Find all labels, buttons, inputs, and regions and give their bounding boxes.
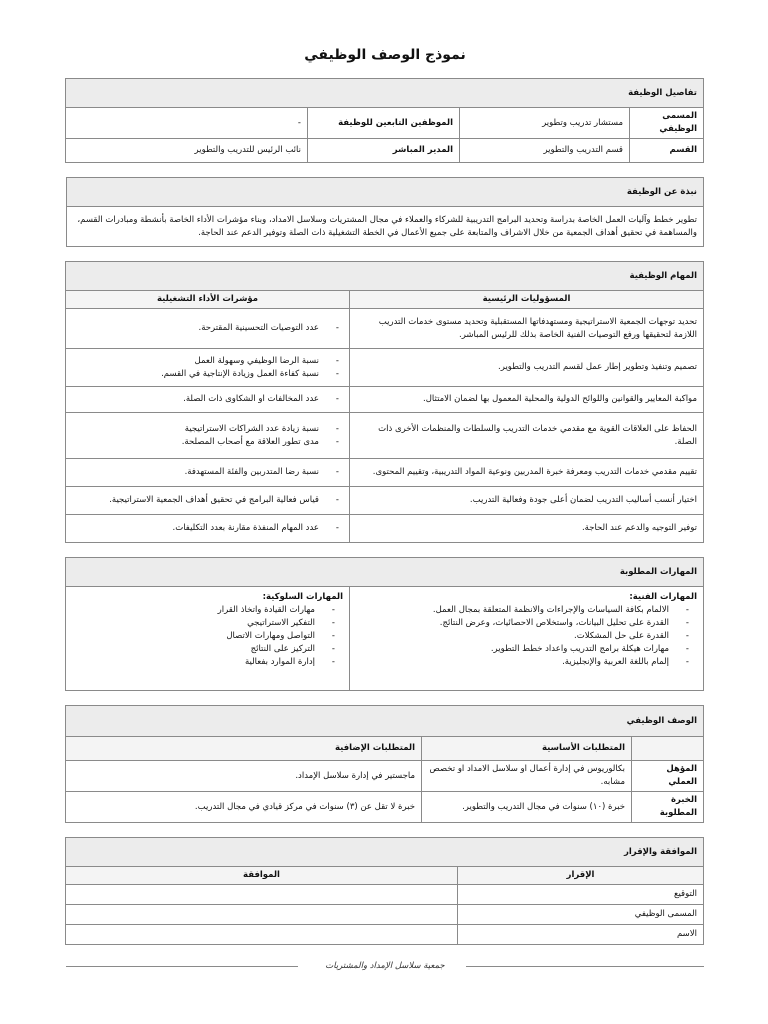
task-kpis [65,413,349,459]
page-title: نموذج الوصف الوظيفي [304,47,466,63]
behavioral-skill-item: - التفكير الاستراتيجي [72,617,339,630]
additional-requirements-header: المتطلبات الإضافية [65,737,421,761]
task-kpis [65,349,349,387]
name-field[interactable] [66,925,458,945]
technical-skill-item: - مهارات هيكلة برامج التدريب واعداد خطط التطوير. [356,643,693,656]
manager-label: المدير المباشر [308,139,460,163]
experience-basic: خبرة (١٠) سنوات في مجال التدريب والتطوير. [422,792,632,823]
requirements-table [65,705,704,823]
task-row [65,487,703,515]
experience-additional: خبرة لا تقل عن (٣) سنوات في مركز قيادي في مجال التدريب. [65,792,421,823]
skills-header: المهارات المطلوبة [66,558,704,587]
task-responsibility: تصميم وتنفيذ وتطوير إطار عمل لقسم التدريب والتطوير. [350,349,704,387]
task-row [65,459,703,487]
document-page [66,0,704,945]
task-kpis [65,487,349,515]
task-kpis [65,387,349,413]
basic-requirements-header: المتطلبات الأساسية [422,737,632,761]
job-summary-text: تطوير خطط وآليات العمل الخاصة بدراسة وتحديد البرامج التدريبية للشركاء والعملاء في مجال المشتريات وسلاسل الامداد، وبناء مؤشرات الأداء الخاصة بأنشطة ومبادرات القسم، والمساهمة في تحقيق أهداف الجمعية من خلال الاشراف والمتابعة على جميع الأعمال في الخطة التشغيلية ذات الصلة وتوفير الدعم عند الحاجة. [67,207,704,247]
job-tasks-table [65,261,704,543]
kpi-item: - عدد المهام المنفذة مقارنة بعدد التكليفات. [72,522,343,535]
task-responsibility: تحديد توجهات الجمعية الاستراتيجية ومستهدفاتها المستقبلية وتحديد مستوى خدمات التدريب اللازمة لتحقيقها ورفع التوصيات الفنية الخاصة بذلك للرئيس المباشر. [350,309,704,349]
kpis-column-header: مؤشرات الأداء التشغيلية [65,291,349,309]
department-value: قسم التدريب والتطوير [460,139,630,163]
responsibilities-column-header: المسؤوليات الرئيسية [350,291,704,309]
technical-skill-item: - إلمام باللغة العربية والإنجليزية. [356,656,693,669]
qualification-basic: بكالوريوس في إدارة أعمال او سلاسل الامداد او تخصص مشابه. [422,761,632,792]
behavioral-skill-item: - التواصل ومهارات الاتصال [72,630,339,643]
footer-text: جمعية سلاسل الإمداد والمشتريات [325,961,445,971]
task-row [65,349,703,387]
task-row [65,413,703,459]
technical-skills-cell [350,587,704,691]
technical-skill-item: - الالمام بكافة السياسات والإجراءات والانظمة المتعلقة بمجال العمل. [356,604,693,617]
task-responsibility: اختيار أنسب أساليب التدريب لضمان أعلى جودة وفعالية التدريب. [350,487,704,515]
task-kpis [65,515,349,543]
technical-skill-item: - القدرة على تحليل البيانات، واستخلاص الاحصائيات، وعرض النتائج. [356,617,693,630]
behavioral-skills-cell [66,587,350,691]
technical-skill-item: - القدرة على حل المشكلات. [356,630,693,643]
qualification-additional: ماجستير في إدارة سلاسل الإمداد. [65,761,421,792]
job-summary-table [66,177,704,247]
task-row [65,387,703,413]
technical-skills-label: المهارات الفنية: [629,592,697,602]
task-row [65,309,703,349]
acknowledgement-column-header: الإقرار [458,867,704,885]
requirements-header: الوصف الوظيفي [65,706,703,737]
manager-value: نائب الرئيس للتدريب والتطوير [65,139,307,163]
behavioral-skill-item: - إدارة الموارد بفعالية [72,656,339,669]
kpi-item: - عدد المخالفات او الشكاوى ذات الصلة. [72,393,343,406]
job-summary-header: نبذة عن الوظيفة [67,178,704,207]
kpi-item: - عدد التوصيات التحسينية المقترحة. [72,322,343,335]
job-details-header: تفاصيل الوظيفة [65,79,703,108]
job-details-table [65,78,704,163]
approval-header: الموافقة والإقرار [66,838,704,867]
behavioral-skills-label: المهارات السلوكية: [262,592,343,602]
subordinates-label: الموظفين التابعين للوظيفة [308,108,460,139]
department-label: القسم [630,139,704,163]
task-kpis [65,459,349,487]
task-responsibility: توفير التوجيه والدعم عند الحاجة. [350,515,704,543]
task-responsibility: تقييم مقدمي خدمات التدريب ومعرفة خبرة المدربين ونوعية المواد التدريبية، وتقييم المحتوى. [350,459,704,487]
approval-column-header: الموافقة [66,867,458,885]
kpi-item: - قياس فعالية البرامج في تحقيق أهداف الجمعية الاستراتيجية. [72,494,343,507]
page-footer [66,958,704,974]
behavioral-skill-item: - مهارات القيادة واتخاذ القرار [72,604,339,617]
experience-label: الخبرة المطلوبة [632,792,704,823]
job-title-label: المسمى الوظيفي [630,108,704,139]
kpi-item: - مدى تطور العلاقة مع أصحاب المصلحة. [72,436,343,449]
approval-job-title-field[interactable] [66,905,458,925]
kpi-item: - نسبة كفاءة العمل وزيادة الإنتاجية في القسم. [72,368,343,381]
requirements-corner-cell [632,737,704,761]
skills-table [65,557,704,691]
kpi-item: - نسبة زيادة عدد الشراكات الاستراتيجية [72,423,343,436]
signature-label: التوقيع [458,885,704,905]
kpi-item: - نسبة الرضا الوظيفي وسهولة العمل [72,355,343,368]
subordinates-value: - [65,108,307,139]
task-kpis [65,309,349,349]
name-label: الاسم [458,925,704,945]
signature-field[interactable] [66,885,458,905]
approval-table [65,837,704,945]
job-title-value: مستشار تدريب وتطوير [460,108,630,139]
kpi-item: - نسبة رضا المتدربين والفئة المستهدفة. [72,466,343,479]
approval-job-title-label: المسمى الوظيفي [458,905,704,925]
task-row [65,515,703,543]
job-tasks-header: المهام الوظيفية [65,262,703,291]
behavioral-skill-item: - التركيز على النتائج [72,643,339,656]
task-responsibility: الحفاظ على العلاقات القوية مع مقدمي خدمات التدريب والسلطات والمنظمات الأخرى ذات الصلة. [350,413,704,459]
qualification-label: المؤهل العملي [632,761,704,792]
task-responsibility: مواكبة المعايير والقوانين واللوائح الدولية والمحلية المعمول بها لضمان الامتثال. [350,387,704,413]
